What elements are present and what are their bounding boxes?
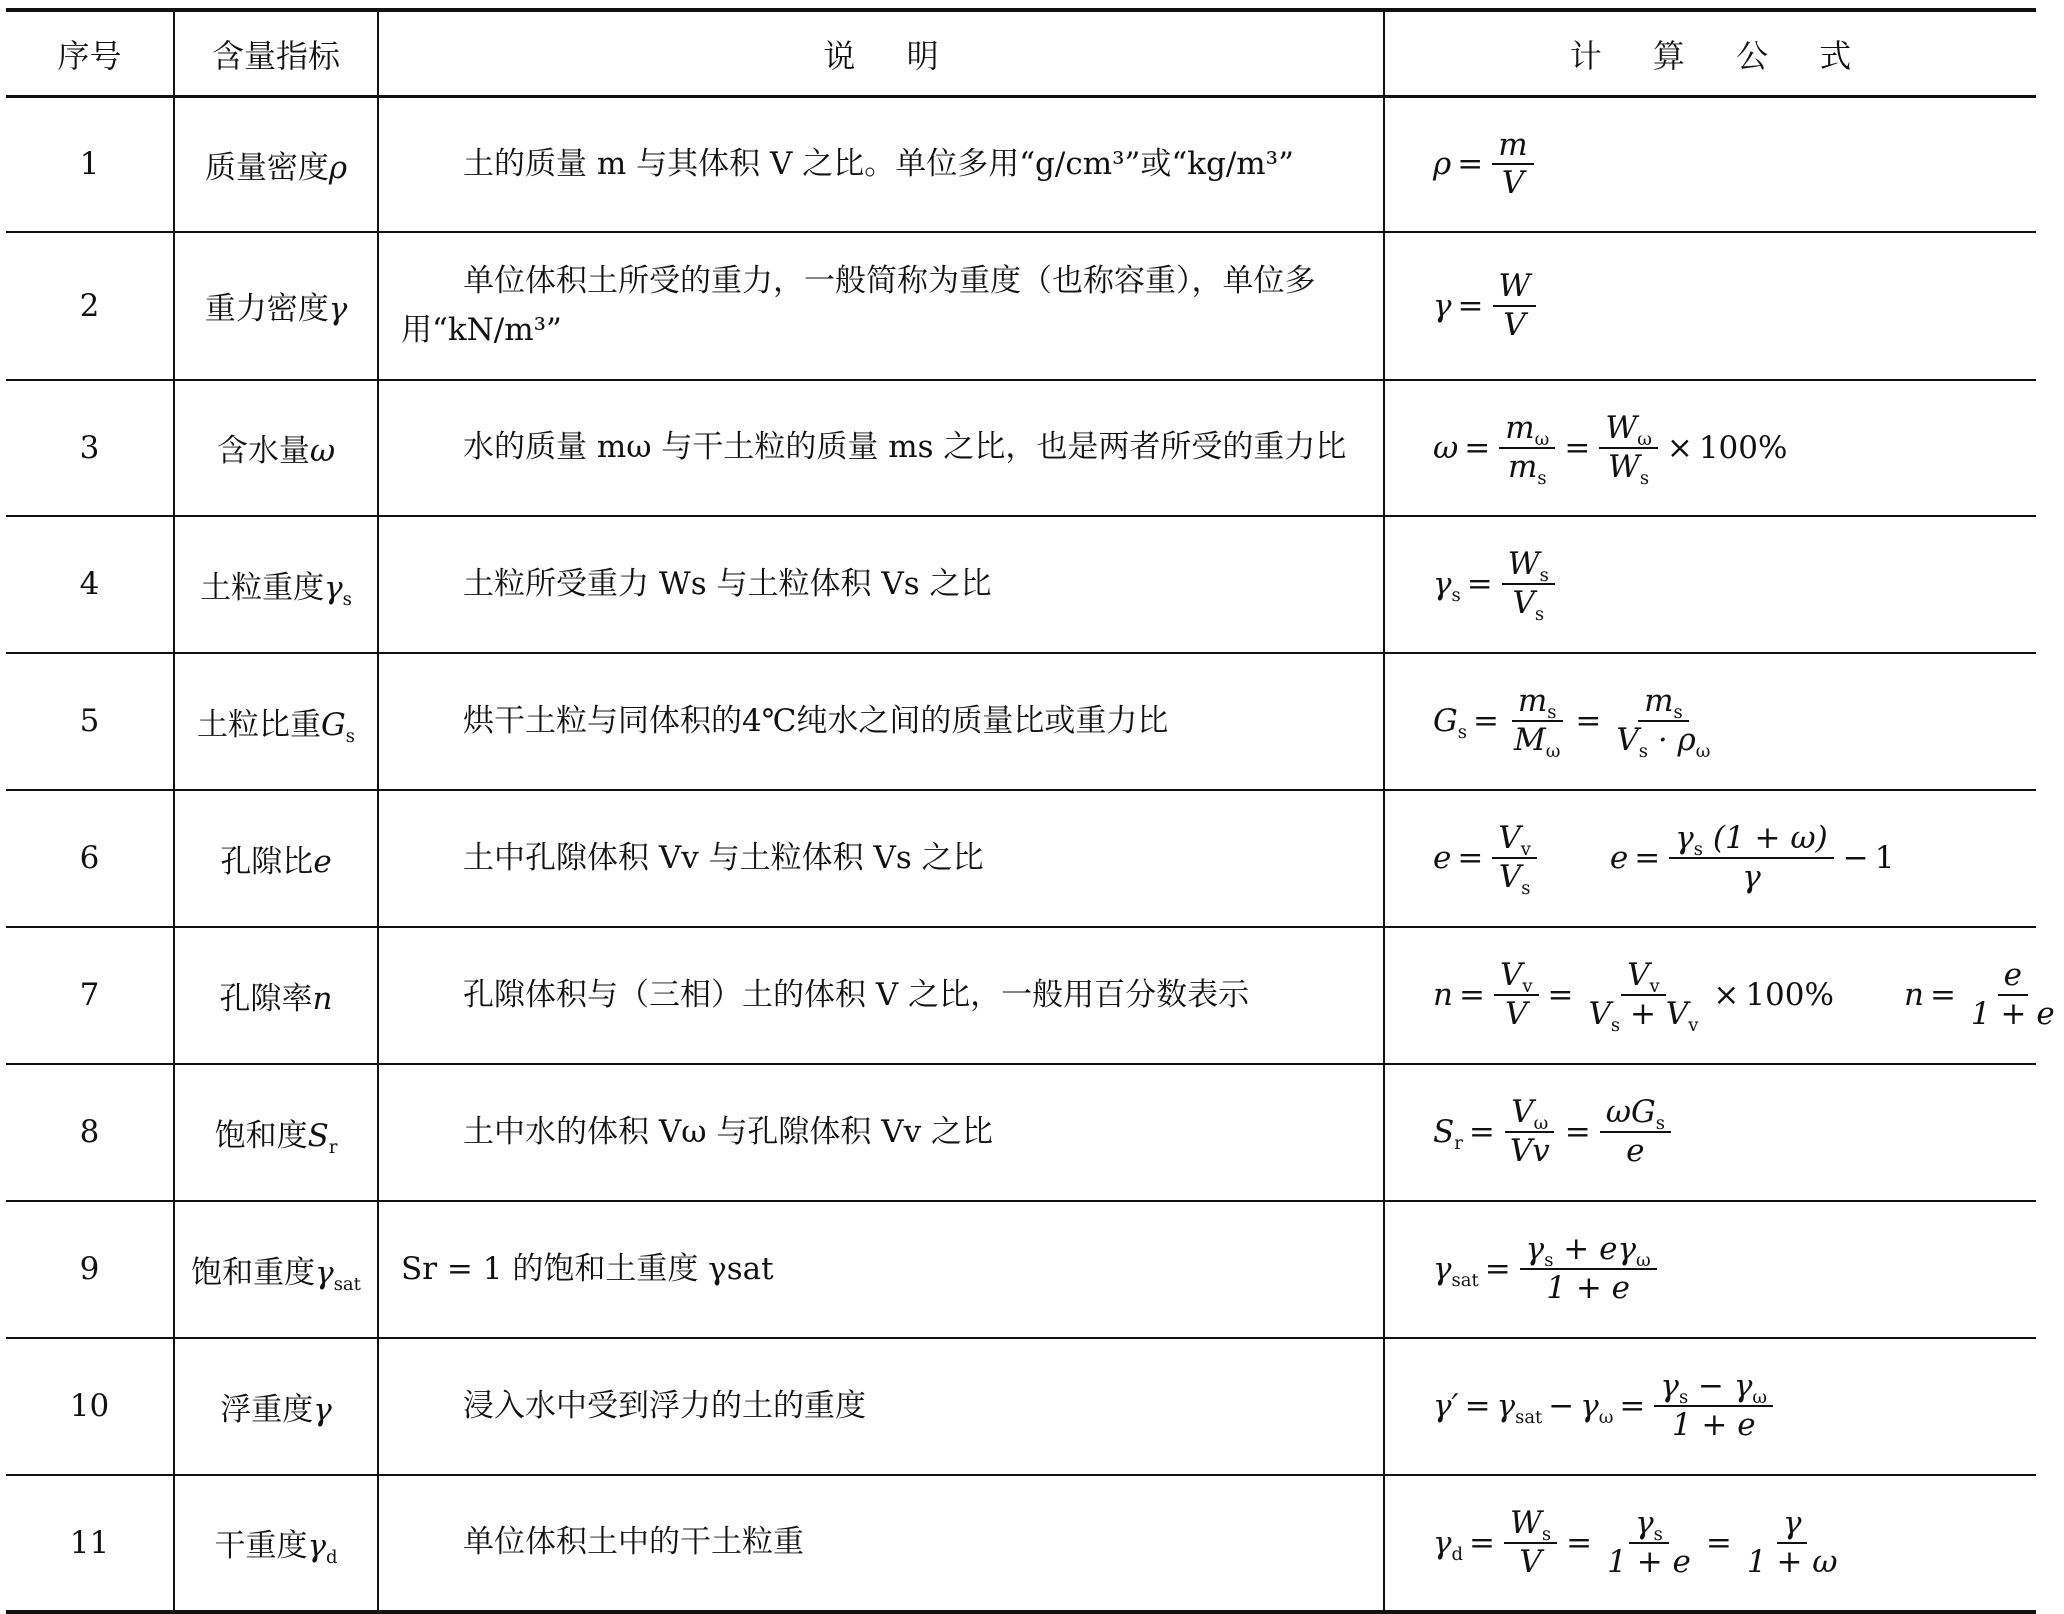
row-number: 11 [6,1475,174,1612]
formula: $\gamma_d$ = $\frac{W_s}{V}$ = $\frac{\gamma_s}{1 + e}$ = $\frac{\gamma}{1 + \omega}$ [1433,1504,1838,1580]
description-text: 水的质量 mω 与干土粒的质量 ms 之比，也是两者所受的重力比 [463,429,1347,466]
row-number: 1 [6,97,174,232]
table-row [6,232,2036,380]
header-description: 说明 [378,10,1384,97]
indicator-name: 饱和重度$\gamma_{sat}$ [174,1201,378,1338]
indicator-symbol: n [312,980,333,1017]
description-text: 土的质量 m 与其体积 V 之比。单位多用“g/cm³”或“kg/m³” [463,146,1294,183]
description-cell [378,1064,1384,1201]
table-row [6,380,2036,516]
description-text: 单位体积土所受的重力，一般简称为重度（也称容重），单位多用“kN/m³” [401,263,1316,348]
formula-cell [1384,516,2036,653]
formula: $\gamma_s$ = $\frac{W_s}{V_s}$ [1433,548,1558,619]
indicator-symbol: $\gamma_s$ [324,569,352,610]
description-cell [378,1475,1384,1612]
row-number: 3 [6,380,174,516]
indicator-name: 重力密度γ [174,232,378,380]
formula-cell [1384,380,2036,516]
description-cell [378,1201,1384,1338]
description-cell [378,380,1384,516]
description-text: Sr = 1 的饱和土重度 γsat [401,1250,774,1287]
table-row [6,1475,2036,1612]
indicator-name: 孔隙比e [174,790,378,927]
description-cell [378,1338,1384,1475]
formula: $\gamma_{sat}$ = $\frac{\gamma_s + e\gamma_\omega}{1 + e}$ [1433,1233,1660,1304]
description-text: 孔隙体积与（三相）土的体积 V 之比，一般用百分数表示 [463,976,1250,1013]
formula-cell [1384,1475,2036,1612]
formula-cell [1384,927,2055,1064]
formula: γ′ = $\gamma_{sat}$ − $\gamma_\omega$ = $\frac{\gamma_s - \gamma_\omega}{1 + e}$ [1433,1370,1776,1441]
description-cell [378,232,1384,380]
indicator-symbol: e [313,843,332,880]
formula-cell [1384,1201,2036,1338]
formula-cell [1384,790,2036,927]
formula: $S_r$ = $\frac{V_\omega}{Vv}$ = $\frac{\omega G_s}{e}$ [1433,1096,1674,1167]
table-row [6,1064,2036,1201]
table-row [6,653,2036,790]
indicator-name: 土粒比重$G_s$ [174,653,378,790]
description-cell [378,927,1384,1064]
indicator-name: 质量密度ρ [174,97,378,232]
indicator-symbol: $\gamma_{sat}$ [315,1254,361,1295]
formula: ρ = $\frac{m}{V}$ [1433,129,1537,200]
indicator-name: 饱和度$S_r$ [174,1064,378,1201]
indicator-symbol: γ [328,291,348,327]
header-formula: 计算公式 [1384,10,2036,97]
formula-cell [1384,1338,2036,1475]
formula-cell [1384,653,2036,790]
formula: ω = $\frac{m_\omega}{m_s}$ = $\frac{W_\omega}{W_s}$ × 100% [1433,409,1788,489]
row-number: 6 [6,790,174,927]
description-text: 浸入水中受到浮力的土的重度 [463,1387,866,1424]
description-cell [378,790,1384,927]
description-cell [378,653,1384,790]
table-row [6,790,2036,927]
row-number: 2 [6,232,174,380]
table-row [6,927,2036,1064]
indicator-symbol: $S_r$ [307,1117,338,1158]
indicator-symbol: $G_s$ [321,706,355,747]
table-row [6,1338,2036,1475]
table-row [6,1201,2036,1338]
row-number: 5 [6,653,174,790]
indicator-symbol: ρ [328,149,348,186]
indicator-name: 含水量ω [174,380,378,516]
indicator-name: 土粒重度$\gamma_s$ [174,516,378,653]
row-number: 4 [6,516,174,653]
row-number: 9 [6,1201,174,1338]
description-cell [378,97,1384,232]
row-number: 8 [6,1064,174,1201]
indicator-name: 浮重度γ [174,1338,378,1475]
table-row [6,97,2036,232]
row-number: 7 [6,927,174,1064]
description-text: 土中孔隙体积 Vv 与土粒体积 Vs 之比 [463,839,984,876]
formula: n = $\frac{V_v}{V}$ = $\frac{V_v}{V_s + V_v}$ × 100% n = $\frac{e}{1 + e}$ [1433,957,2055,1037]
header-row [6,10,2036,97]
formula: e = $\frac{V_v}{V_s}$ e = $\frac{\gamma_s (1 + \omega)}{\gamma}$ − 1 [1433,820,1895,900]
formula: $G_s$ = $\frac{m_s}{M_\omega}$ = $\frac{m_s}{V_s \cdot \rho_\omega}$ [1433,683,1711,763]
soil-indicator-table [6,8,2055,1614]
indicator-symbol: $\gamma_d$ [307,1528,338,1569]
header-indicator: 含量指标 [174,10,378,97]
description-text: 土中水的体积 Vω 与孔隙体积 Vv 之比 [463,1113,993,1150]
row-number: 10 [6,1338,174,1475]
indicator-symbol: ω [309,433,336,469]
formula-cell [1384,232,2036,380]
description-text: 土粒所受重力 Ws 与土粒体积 Vs 之比 [463,565,992,602]
indicator-name: 干重度$\gamma_d$ [174,1475,378,1612]
formula-cell [1384,1064,2036,1201]
indicator-name: 孔隙率n [174,927,378,1064]
formula-cell [1384,97,2036,232]
description-cell [378,516,1384,653]
header-no: 序号 [6,10,174,97]
table-row [6,516,2036,653]
description-text: 单位体积土中的干土粒重 [463,1524,804,1561]
formula: γ = $\frac{W}{V}$ [1433,270,1539,341]
indicator-symbol: γ [313,1391,332,1428]
description-text: 烘干土粒与同体积的4℃纯水之间的质量比或重力比 [463,702,1169,739]
